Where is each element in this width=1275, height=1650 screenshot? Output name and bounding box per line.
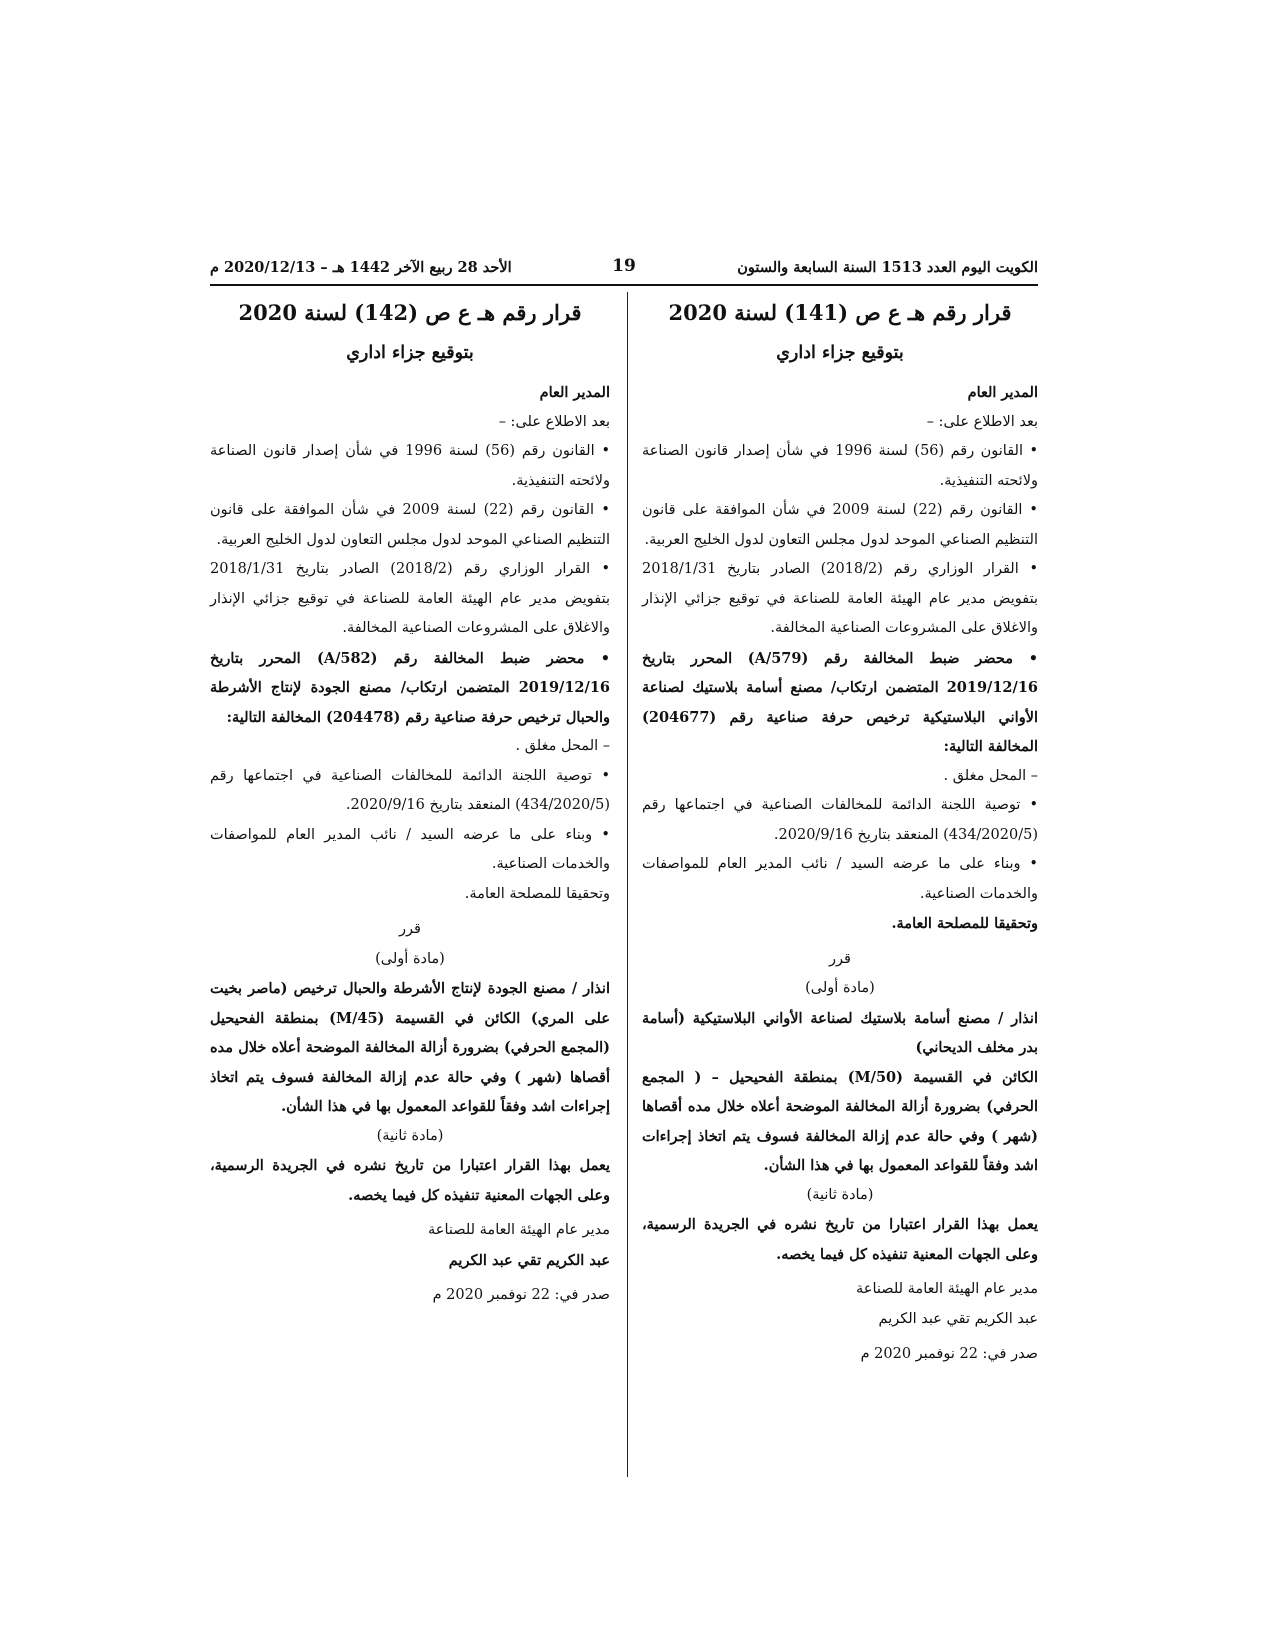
issued-date: صدر في: 22 نوفمبر 2020 م: [432, 1287, 610, 1303]
decision-142-column: [210, 296, 610, 1311]
page-header: [210, 256, 1038, 282]
preamble-item: • القانون رقم (22) لسنة 2009 في شأن الموافقة على قانون التنظيم الصناعي الموحد لدول مجلس التعاون لدول الخليج العربية.: [642, 496, 1038, 555]
page-number: 19: [612, 256, 636, 276]
decision-authority: المدير العام: [967, 384, 1038, 401]
gazette-issue-info: الكويت اليوم العدد 1513 السنة السابعة والستون: [737, 259, 1038, 276]
article-2-text: يعمل بهذا القرار اعتبارا من تاريخ نشره في الجريدة الرسمية، وعلى الجهات المعنية تنفيذه كل فيما يخصه.: [642, 1216, 1038, 1263]
article-1-title: (مادة أولى): [805, 980, 875, 996]
decided-heading: قرر: [829, 950, 851, 967]
preamble-item: • القرار الوزاري رقم (2018/2) الصادر بتاريخ 2018/1/31 بتفويض مدير عام الهيئة العامة للصناعة في توقيع جزائي الإنذار والاغلاق على المشروعات الصناعية المخالفة.: [210, 555, 610, 644]
column-divider: [627, 292, 628, 1477]
article-1-text: انذار / مصنع الجودة لإنتاج الأشرطة والحبال ترخيص (ماصر بخيت على المري) الكائن في القسيمة (M/45) بمنطقة الفحيحيل (المجمع الحرفي) بضرورة أزالة المخالفة الموضحة أعلاه خلال مده أقصاها (شهر ) وفي حالة عدم إزالة المخالفة فسوف يتم اتخاذ إجراءات اشد وفقاً للقواعد المعمول بها في هذا الشأن.: [210, 980, 610, 1115]
preamble-item: • القانون رقم (22) لسنة 2009 في شأن الموافقة على قانون التنظيم الصناعي الموحد لدول مجلس التعاون لدول الخليج العربية.: [210, 496, 610, 555]
article-2-title: (مادة ثانية): [376, 1127, 444, 1144]
preamble-item: • توصية اللجنة الدائمة للمخالفات الصناعية في اجتماعها رقم (434/2020/5) المنعقد بتاريخ 2020/9/16.: [210, 762, 610, 821]
preamble-item: • وبناء على ما عرضه السيد / نائب المدير العام للمواصفات والخدمات الصناعية.: [210, 821, 610, 880]
signatory-name: عبد الكريم تقي عبد الكريم: [878, 1310, 1038, 1327]
preamble-item: • محضر ضبط المخالفة رقم (A/579) المحرر بتاريخ 2019/12/16 المتضمن ارتكاب/ مصنع أسامة بلاستيك لصناعة الأواني البلاستيكية ترخيص حرفة صناعية رقم (204677) المخالفة التالية:: [642, 644, 1038, 762]
issued-date: صدر في: 22 نوفمبر 2020 م: [860, 1346, 1038, 1362]
preamble-item: • القانون رقم (56) لسنة 1996 في شأن إصدار قانون الصناعة ولائحته التنفيذية.: [642, 437, 1038, 496]
article-1-title: (مادة أولى): [375, 950, 445, 967]
violation-line: – المحل مغلق .: [515, 738, 610, 754]
preamble-item: • توصية اللجنة الدائمة للمخالفات الصناعية في اجتماعها رقم (434/2020/5) المنعقد بتاريخ 2020/9/16.: [642, 791, 1038, 850]
decided-heading: قرر: [399, 921, 421, 937]
signatory-title: مدير عام الهيئة العامة للصناعة: [428, 1222, 610, 1238]
after-review-line: بعد الاطلاع على: –: [498, 413, 610, 430]
issue-date: الأحد 28 ربيع الآخر 1442 هـ – 2020/12/13 م: [210, 259, 512, 276]
preamble-item: • القانون رقم (56) لسنة 1996 في شأن إصدار قانون الصناعة ولائحته التنفيذية.: [210, 437, 610, 496]
decision-authority: المدير العام: [539, 384, 610, 401]
article-2-title: (مادة ثانية): [806, 1186, 874, 1203]
preamble-item: • القرار الوزاري رقم (2018/2) الصادر بتاريخ 2018/1/31 بتفويض مدير عام الهيئة العامة للصناعة في توقيع جزائي الإنذار والاغلاق على المشروعات الصناعية المخالفة.: [642, 555, 1038, 644]
decision-subtitle: بتوقيع جزاء اداري: [776, 343, 904, 363]
decision-title: قرار رقم هـ ع ص (141) لسنة 2020: [668, 300, 1012, 325]
signatory-name: عبد الكريم تقي عبد الكريم: [448, 1251, 610, 1269]
signatory-title: مدير عام الهيئة العامة للصناعة: [856, 1281, 1038, 1297]
header-rule: [210, 284, 1038, 286]
preamble-item: • محضر ضبط المخالفة رقم (A/582) المحرر بتاريخ 2019/12/16 المتضمن ارتكاب/ مصنع الجودة لإنتاج الأشرطة والحبال ترخيص حرفة صناعية رقم (204478) المخالفة التالية:: [210, 644, 610, 733]
decision-141-column: [642, 296, 1038, 1370]
violation-line: – المحل مغلق .: [943, 767, 1038, 784]
article-2-text: يعمل بهذا القرار اعتبارا من تاريخ نشره في الجريدة الرسمية، وعلى الجهات المعنية تنفيذه كل فيما يخصه.: [210, 1157, 610, 1204]
decision-title: قرار رقم هـ ع ص (142) لسنة 2020: [238, 300, 582, 325]
article-1-text-continued: الكائن في القسيمة (M/50) بمنطقة الفحيحيل – ( المجمع الحرفي) بضرورة أزالة المخالفة الموضحة أعلاه خلال مده أقصاها (شهر ) وفي حالة عدم إزالة المخالفة فسوف يتم اتخاذ إجراءات اشد وفقاً للقواعد المعمول بها في هذا الشأن.: [642, 1068, 1038, 1174]
public-interest-line: وتحقيقا للمصلحة العامة.: [891, 915, 1038, 932]
after-review-line: بعد الاطلاع على: –: [926, 413, 1038, 430]
decision-subtitle: بتوقيع جزاء اداري: [346, 343, 474, 363]
article-1-text: انذار / مصنع أسامة بلاستيك لصناعة الأواني البلاستيكية (أسامة بدر مخلف الديحاني): [642, 1009, 1038, 1056]
preamble-item: • وبناء على ما عرضه السيد / نائب المدير العام للمواصفات والخدمات الصناعية.: [642, 850, 1038, 909]
public-interest-line: وتحقيقا للمصلحة العامة.: [464, 885, 610, 902]
